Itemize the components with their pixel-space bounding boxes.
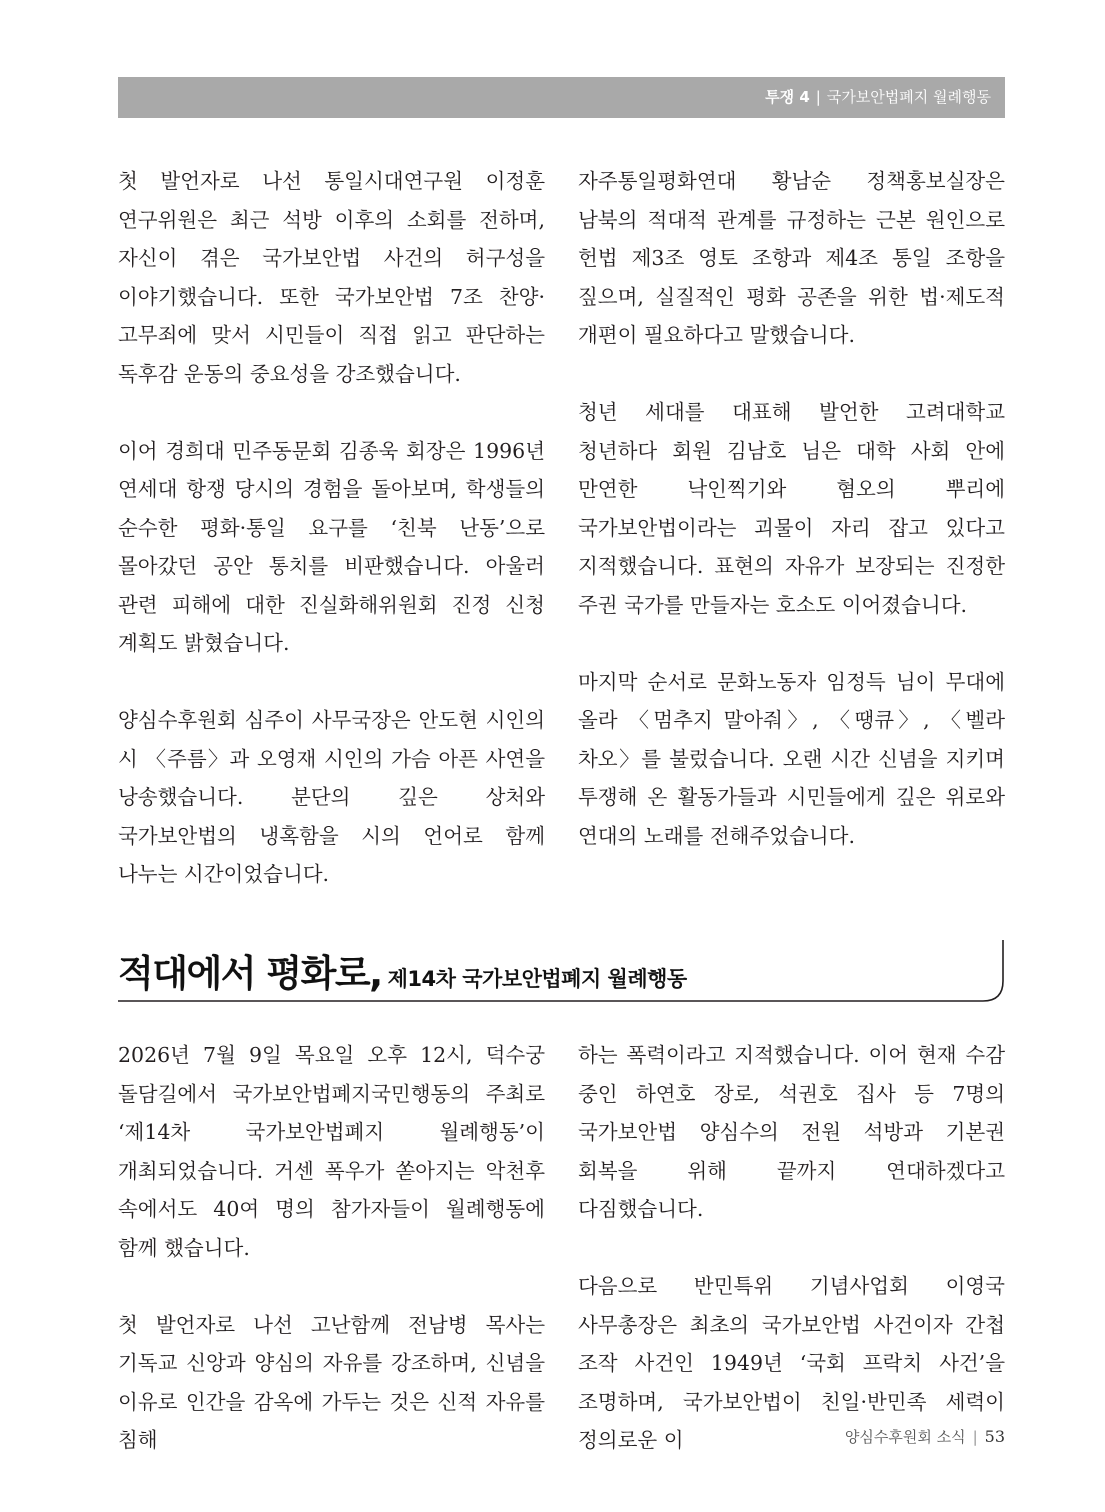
section-title-main: 적대에서 평화로, <box>118 952 382 995</box>
section-title <box>118 943 687 997</box>
top-right-column <box>578 162 1005 855</box>
footer-separator: | <box>972 1428 978 1446</box>
paragraph: 2026년 7월 9일 목요일 오후 12시, 덕수궁 돌담길에서 국가보안법폐지국민행동의 주최로 ‘제14차 국가보안법폐지 월례행동’이 개최되었습니다. 거센 폭우가 쏟아지는 악천후 속에서도 40여 명의 참가자들이 월례행동에 함께 했습니다. <box>118 1043 545 1260</box>
bottom-left-column <box>118 1036 545 1460</box>
header-separator: | <box>815 88 821 106</box>
paragraph: 이어 경희대 민주동문회 김종욱 회장은 1996년 연세대 항쟁 당시의 경험을 돌아보며, 학생들의 순수한 평화·통일 요구를 ‘친북 난동’으로 몰아갔던 공안 통치를 비판했습니다. 아울러 관련 피해에 대한 진실화해위원회 진정 신청 계획도 밝혔습니다. <box>118 438 545 655</box>
top-left-column <box>118 162 545 894</box>
header-section: 투쟁 4 <box>765 88 810 106</box>
section-heading <box>118 940 1005 1006</box>
paragraph: 양심수후원회 심주이 사무국장은 안도현 시인의 시 〈주름〉과 오영재 시인의 가슴 아픈 사연을 낭송했습니다. 분단의 깊은 상처와 국가보안법의 냉혹함을 시의 언어로 함께 나누는 시간이었습니다. <box>118 708 545 886</box>
paragraph: 자주통일평화연대 황남순 정책홍보실장은 남북의 적대적 관계를 규정하는 근본 원인으로 헌법 제3조 영토 조항과 제4조 통일 조항을 짚으며, 실질적인 평화 공존을 위한 법·제도적 개편이 필요하다고 말했습니다. <box>578 169 1005 347</box>
header-title: 국가보안법폐지 월례행동 <box>826 88 991 106</box>
paragraph: 청년 세대를 대표해 발언한 고려대학교 청년하다 회원 김남호 님은 대학 사회 안에 만연한 낙인찍기와 혐오의 뿌리에 국가보안법이라는 괴물이 자리 잡고 있다고 지적했습니다. 표현의 자유가 보장되는 진정한 주권 국가를 만들자는 호소도 이어졌습니다. <box>578 400 1005 617</box>
paragraph: 첫 발언자로 나선 고난함께 전남병 목사는 기독교 신앙과 양심의 자유를 강조하며, 신념을 이유로 인간을 감옥에 가두는 것은 신적 자유를 침해 <box>118 1312 545 1452</box>
paragraph: 마지막 순서로 문화노동자 임정득 님이 무대에 올라 〈멈추지 말아줘〉, 〈땡큐〉, 〈벨라 차오〉를 불렀습니다. 오랜 시간 신념을 지키며 투쟁해 온 활동가들과 시민들에게 깊은 위로와 연대의 노래를 전해주었습니다. <box>578 669 1005 848</box>
running-header <box>765 77 991 118</box>
publication-name: 양심수후원회 소식 <box>844 1428 966 1446</box>
paragraph: 첫 발언자로 나선 통일시대연구원 이정훈 연구위원은 최근 석방 이후의 소회를 전하며, 자신이 겪은 국가보안법 사건의 허구성을 이야기했습니다. 또한 국가보안법 7조 찬양·고무죄에 맞서 시민들이 직접 읽고 판단하는 독후감 운동의 중요성을 강조했습니다. <box>118 169 545 386</box>
bottom-right-column <box>578 1036 1005 1460</box>
header-bar <box>118 77 1005 118</box>
paragraph: 하는 폭력이라고 지적했습니다. 이어 현재 수감 중인 하연호 장로, 석권호 집사 등 7명의 국가보안법 양심수의 전원 석방과 기본권 회복을 위해 끝까지 연대하겠다고 다짐했습니다. <box>578 1043 1005 1221</box>
page-number: 53 <box>984 1427 1005 1446</box>
section-title-sub: 제14차 국가보안법폐지 월례행동 <box>387 967 687 991</box>
paragraph: 다음으로 반민특위 기념사업회 이영국 사무총장은 최초의 국가보안법 사건이자 간첩 조작 사건인 1949년 ‘국회 프락치 사건’을 조명하며, 국가보안법이 친일·반민족 세력이 정의로운 이 <box>578 1274 1005 1452</box>
page-footer <box>845 1426 1005 1447</box>
